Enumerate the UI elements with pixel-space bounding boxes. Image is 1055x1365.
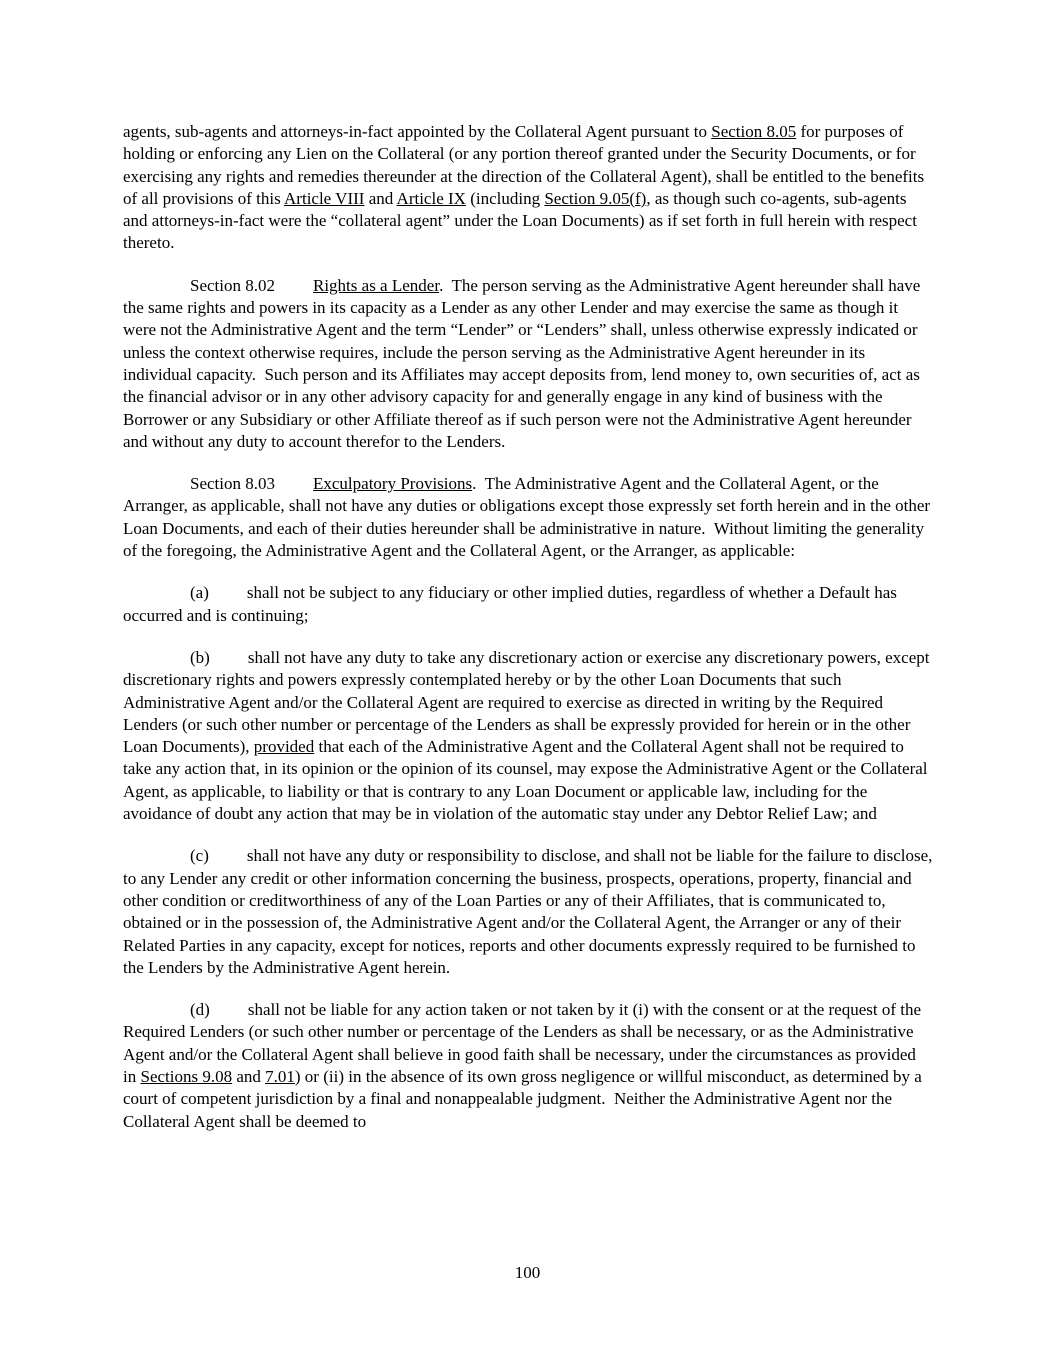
text-run: (a) xyxy=(190,583,209,603)
text-run: (d) xyxy=(190,1000,210,1020)
paragraph-item-a xyxy=(123,582,933,627)
underlined-reference: Section 9.05(f) xyxy=(544,188,647,208)
text-run: (b) xyxy=(190,647,210,667)
paragraph-item-d xyxy=(123,999,933,1133)
text-run: shall not be liable for any action taken or not taken by it (i) with the consent or at the request of the Required Lenders (or such other number or percentage of the Lenders as shall be necessary, or as the Administrative Agent and/or the Collateral Agent shall believe in good faith shall be necessary, under the circumstances as provided in xyxy=(123,1000,926,1086)
underlined-reference: Section 8.05 xyxy=(711,122,797,141)
text-run: . The person serving as the Administrative Agent hereunder shall have the same rights and powers in its capacity as a Lender as any other Lender and may exercise the same as though it were not the Administrative Agent and the term “Lender” or “Lenders” shall, unless otherwise expressly indicated or unless the context otherwise requires, include the person serving as the Administrative Agent hereunder in its individual capacity. Such person and its Affiliates may accept deposits from, lend money to, own securities of, act as the financial advisor or in any other advisory capacity for and generally engage in any kind of business with the Borrower or any Subsidiary or other Affiliate thereof as if such person were not the Administrative Agent hereunder and without any duty to account therefor to the Lenders. xyxy=(123,275,925,451)
underlined-reference: Article IX xyxy=(396,188,466,208)
text-run: . The Administrative Agent and the Collateral Agent, or the Arranger, as applicable, shall not have any duties or obligations except those expressly set forth herein and in the other Loan Documents, and each of their duties hereunder shall be administrative in nature. Without limiting the generality of the foregoing, the Administrative Agent and the Collateral Agent, or the Arranger, as applicable: xyxy=(123,474,935,561)
text-run: shall not have any duty to take any discretionary action or exercise any discretionary powers, except discretionary rights and powers expressly contemplated hereby or by the other Loan Documents that such Administrative Agent and/or the Collateral Agent are required to exercise as directed in writing by the Required Lenders (or such other number or percentage of the Lenders as shall be expressly provided for herein or in the other Loan Documents), xyxy=(123,647,934,757)
underlined-reference: Exculpatory Provisions xyxy=(313,474,473,494)
paragraph-item-b xyxy=(123,647,933,825)
text-run: ) or (ii) in the absence of its own gross negligence or willful misconduct, as determined by a court of competent jurisdiction by a final and nonappealable judgment. Neither the Administrative Agent nor the Collateral Agent shall be deemed to xyxy=(123,1066,927,1131)
text-run: shall not be subject to any fiduciary or other implied duties, regardless of whether a Default has occurred and is continuing; xyxy=(123,583,902,625)
paragraph-continuation-8-01 xyxy=(123,121,933,255)
document-body xyxy=(123,121,937,1153)
paragraph-section-8-02 xyxy=(123,275,933,453)
underlined-reference: Article VIII xyxy=(284,188,365,208)
text-run: and xyxy=(364,188,397,208)
underlined-reference: 7.01 xyxy=(265,1066,295,1086)
text-run: (including xyxy=(465,188,545,208)
text-run: agents, sub-agents and attorneys-in-fact appointed by the Collateral Agent pursuant to xyxy=(123,122,712,141)
text-run: Section 8.02 xyxy=(190,275,275,295)
page-number: 100 xyxy=(514,1263,541,1282)
paragraph-item-c xyxy=(123,845,937,979)
underlined-reference: Sections 9.08 xyxy=(140,1066,233,1086)
text-run: that each of the Administrative Agent and the Collateral Agent shall not be required to take any action that, in its opinion or the opinion of its counsel, may expose the Administrative Agent or the Collateral Agent, as applicable, to liability or that is contrary to any Loan Document or applicable law, including for the avoidance of doubt any action that may be in violation of the automatic stay under any Debtor Relief Law; and xyxy=(123,737,931,824)
text-run: Section 8.03 xyxy=(190,474,275,494)
text-run: , as though such co-agents, sub-agents and attorneys-in-fact were the “collateral agent” under the Loan Documents) as if set forth in full herein with respect thereto. xyxy=(123,188,922,253)
text-run: shall not have any duty or responsibility to disclose, and shall not be liable for the failure to disclose, to any Lender any credit or other information concerning the business, prospects, operations, property, financial and other condition or creditworthiness of any of the Loan Parties or any of their Affiliates, that is communicated to, obtained or in the possession of, the Administrative Agent and/or the Collateral Agent, the Arranger or any of their Related Parties in any capacity, except for notices, reports and other documents expressly required to be furnished to the Lenders by the Administrative Agent herein. xyxy=(123,846,937,977)
paragraph-section-8-03 xyxy=(123,473,933,562)
text-run: for purposes of holding or enforcing any Lien on the Collateral (or any portion thereof granted under the Security Documents, or for exercising any rights and remedies thereunder at the direction of the Collateral Agent), shall be entitled to the benefits of all provisions of this xyxy=(123,122,929,208)
underlined-reference: provided xyxy=(253,737,315,757)
text-run: (c) xyxy=(190,846,209,866)
underlined-reference: Rights as a Lender xyxy=(313,275,440,295)
text-run: and xyxy=(232,1066,266,1086)
